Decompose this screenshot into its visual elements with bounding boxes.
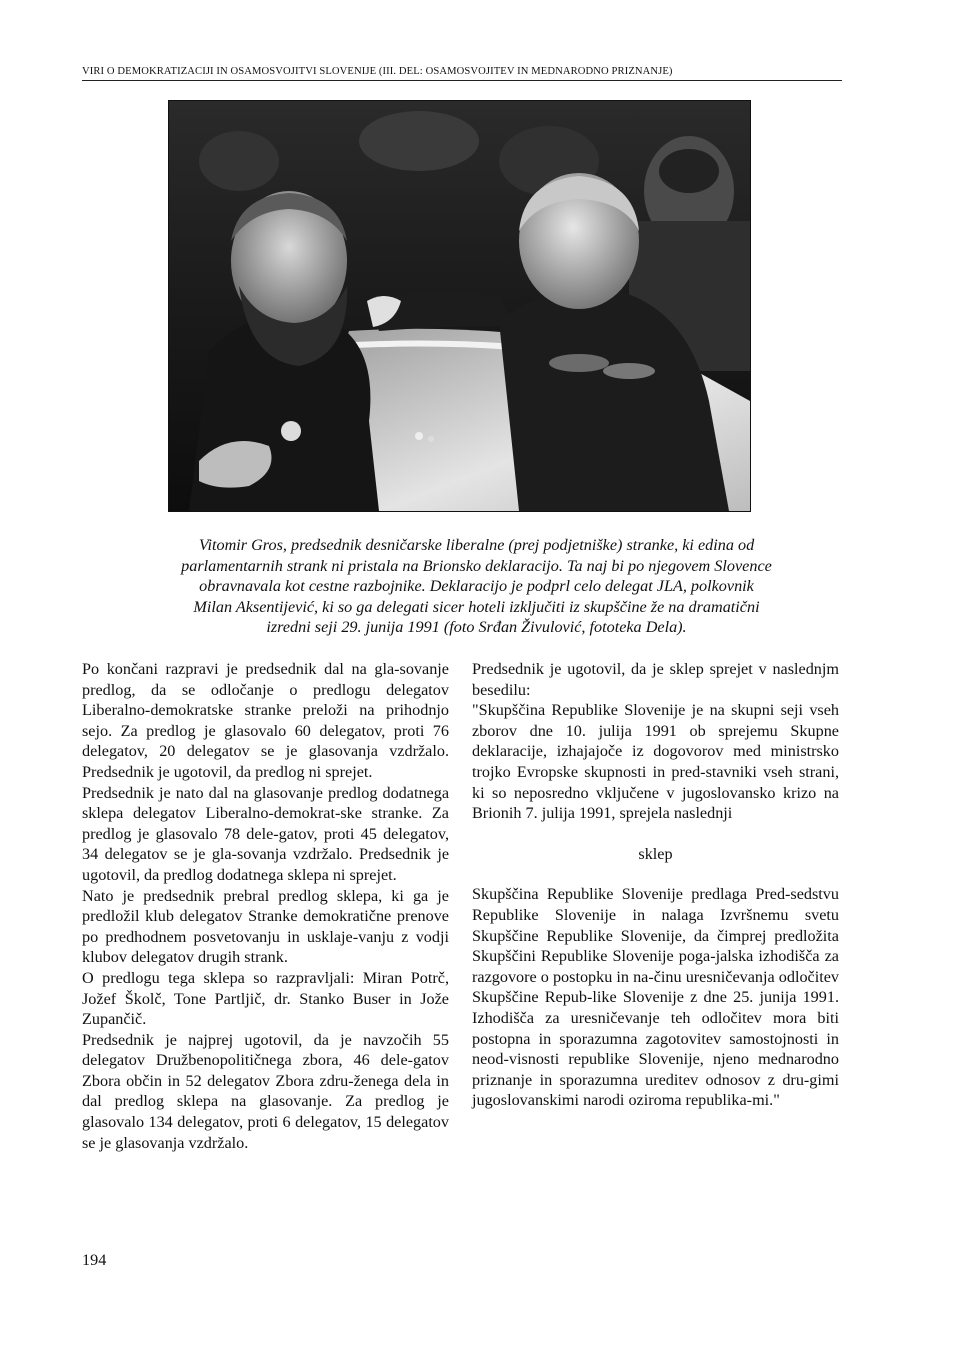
caption-line: obravnavala kot cestne razbojnike. Deklaracijo je podprl celo delegat JLA, polkovnik xyxy=(199,577,754,596)
paragraph: Nato je predsednik prebral predlog sklepa, ki ga je predložil klub delegatov Stranke demokratične prenove po predhodnem posvetovanju in usklaje-vanju z vodji klubov delegatov drugih strank. xyxy=(82,886,449,967)
paragraph: Predsednik je najprej ugotovil, da je navzočih 55 delegatov Družbenopolitičnega zbora, 46 dele-gatov Zbora občin in 52 delegatov Zbora zdru-ženega dela in dal predlog sklepa na glasovanje. Za predlog je glasovalo 134 delegatov, proti 6 delegatov, 15 delegatov se je glasovanja vzdržalo. xyxy=(82,1030,449,1152)
paragraph-intro: Predsednik je ugotovil, da je sklep sprejet v naslednjm besedilu: xyxy=(472,660,839,699)
paragraph: O predlogu tega sklepa so razpravljali: Miran Potrč, Jožef Školč, Tone Partljič, dr. Stanko Buser in Jože Zupančič. xyxy=(82,968,449,1029)
caption-line: parlamentarnih strank ni pristala na Brionsko deklaracijo. Ta naj bi po njegovem Slovence xyxy=(181,556,772,575)
right-column xyxy=(472,659,839,1111)
paragraph-resolution: Skupščina Republike Slovenije predlaga Pred-sedstvu Republike Slovenije in nalaga Izvršnemu svetu Skupščine Republike Slovenije, da čimprej predložita Skupščini Republike Slovenije poga-jalska izhodišča za razgovore o postopku in na-činu uresničevanja odločitev Skupščine Repub-like Slovenije z dne 25. junija 1991. Izhodišča za uresničevanje teh odločitev mora biti postopna in sporazumna zagotovitev samostojnosti in neod-visnosti republike Slovenije, njeno mednarodno priznanje in sporazumna ureditev odnosov z dru-gimi jugoslovanskimi narodi oziroma republika-mi." xyxy=(472,885,839,1110)
running-header: VIRI O DEMOKRATIZACIJI IN OSAMOSVOJITVI SLOVENIJE (III. DEL: OSAMOSVOJITEV IN MEDNARODNO PRIZNANJE) xyxy=(82,66,842,81)
left-column xyxy=(82,659,449,1153)
paragraph: Po končani razpravi je predsednik dal na gla-sovanje predlog, da se odločanje o predlogu delegatov Liberalno-demokratske stranke preloži na prihodnjo sejo. Za predlog je glasovalo 60 delegatov, proti 76 delegatov, 20 delegatov se je glasovanja vzdržalo. Predsednik je ugotovil, da predlog ni sprejet. xyxy=(82,660,449,781)
paragraph: Predsednik je nato dal na glasovanje predlog dodatnega sklepa delegatov Liberalno-demokrat-ske stranke. Za predlog je glasovalo 78 dele-gatov, proti 45 delegatov, 34 delegatov se je gla-sovanja vzdržalo. Predsednik je ugotovil, da predlog dodatnega sklepa ni sprejet. xyxy=(82,783,449,884)
caption-line: Milan Aksentijević, ki so ga delegati sicer hoteli izključiti iz skupščine že na dramatični xyxy=(193,597,760,616)
caption-line: Vitomir Gros, predsednik desničarske liberalne (prej podjetniške) stranke, ki edina od xyxy=(198,536,755,554)
photograph-two-men-icon xyxy=(169,101,750,511)
resolution-heading: sklep xyxy=(638,844,673,863)
photograph xyxy=(168,100,751,512)
caption-line: izredni seji 29. junija 1991 (foto Srđan Živulović, fototeka Dela). xyxy=(266,618,687,637)
paragraph-quote: "Skupščina Republike Slovenije je na skupni seji vseh zborov dne 10. julija 1991 ob sprejemu Skupne deklaracije, izhajajoče iz dogovorov med ministrsko trojko Evropske skupnosti in pred-stavniki vseh strani, ki so neposredno vključene v jugoslovansko krizo na Brionih 7. julija 1991, sprejela naslednji xyxy=(472,701,839,823)
photo-caption xyxy=(118,535,835,638)
page-number: 194 xyxy=(82,1251,107,1269)
